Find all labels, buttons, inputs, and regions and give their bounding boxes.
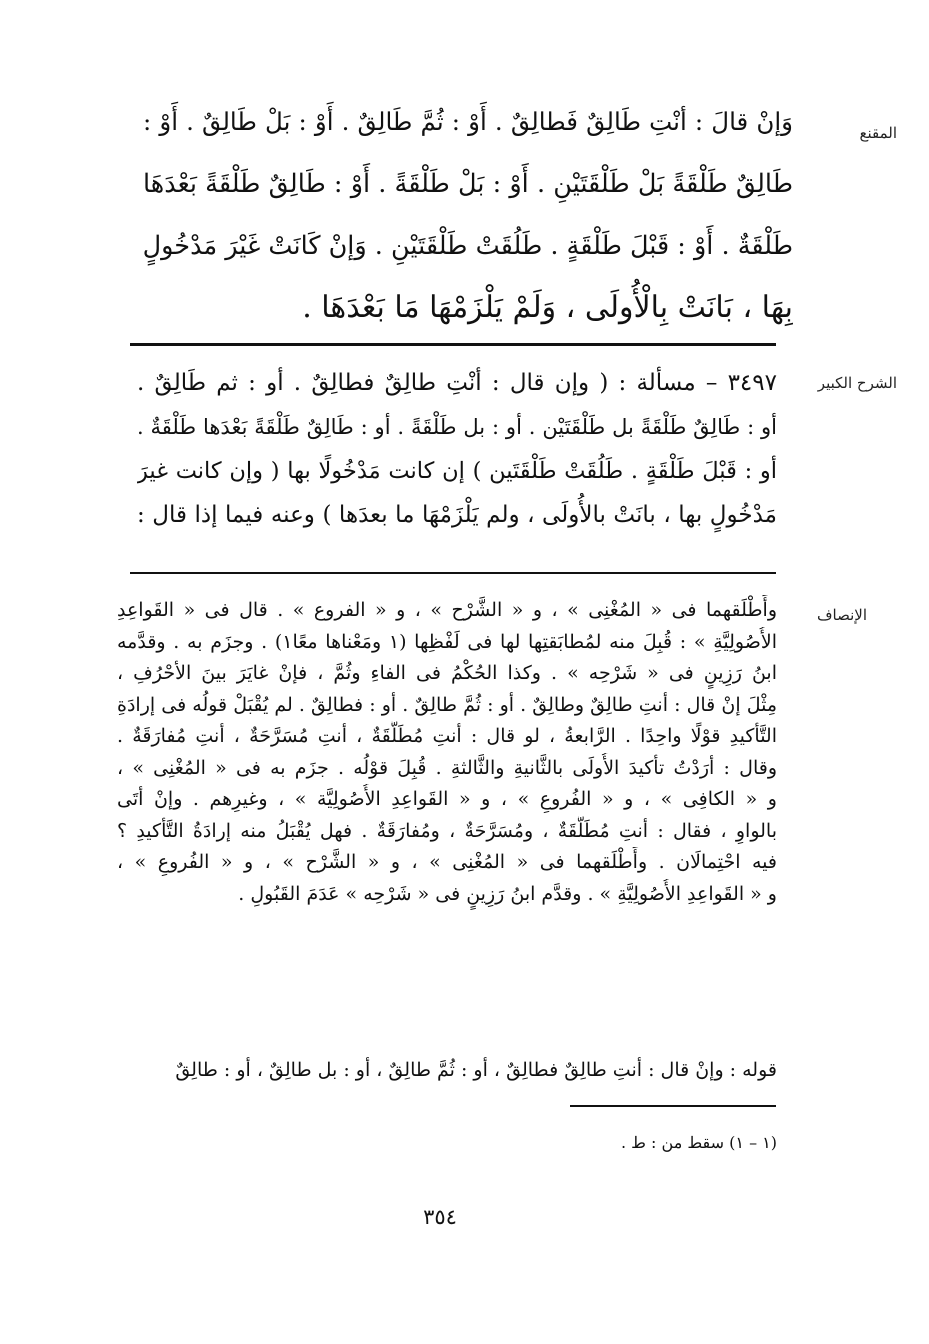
insaf-line: و « القَواعِدِ الأُصُولِيَّةِ » . وقدَّم ابنُ رَزِينٍ فى « شَرْحِه » عَدَمَ القَبُولِ . — [238, 882, 777, 905]
insaf-line: ابنُ رَزِينٍ فى « شَرْحِه » . وكذا الحُكْمُ فى الفاءِ وثُمَّ ، فإنْ غايَرَ بينَ الأحْرُفِ ، — [117, 662, 777, 684]
sharh-line: أو : طَالِقٌ طَلْقَةً بل طَلْقَتَيْن . أو : بل طَلْقَةً . أو : طَالِقٌ طَلْقَةً بَعْدَها طَلْقَةٌ . — [137, 415, 777, 439]
sharh-line: مَدْخُولٍ بها ، بانَتْ بالأُولَى ، ولم يَلْزَمْهَا ما بعدَها ) وعنه فيما إذا قال : — [137, 502, 777, 528]
mughni-text — [143, 91, 793, 339]
sharh-text — [137, 361, 777, 537]
insaf-label: الإنصاف — [816, 606, 867, 624]
section-divider-thin — [130, 572, 776, 574]
insaf-line: فيه احْتِمالَان . وأَطْلَقهما فى « المُغْنِى » ، و « الشَّرْح » ، و « الفُروعِ » ، — [117, 851, 777, 873]
sharh-line: ٣٤٩٧ – مسألة : ( وإن قال : أنْتِ طالِقٌ فطالِقٌ . أو : ثم طَالِقٌ . — [137, 370, 777, 396]
page-number: ٣٥٤ — [423, 1205, 457, 1229]
insaf-line: مِثْلَ إنْ قال : أنتِ طالِقٌ وطالِقٌ . أو : ثُمَّ طالِقٌ . أو : فطالِقٌ . لم يُقْبَلْ قولُه فى إرادَةِ — [117, 693, 777, 716]
insaf-line: الأُصُولِيَّةِ » : قُبِلَ منه لمُطابَقتِها لها فى لَفْظِها (١ ومَعْناها معًا١) . وجزَم به . وقدَّمه — [117, 630, 777, 653]
insaf-line: و « الكافِى » ، و « الفُروعِ » ، و « القَواعِدِ الأُصُولِيَّة » ، وغيرِهم . وإنْ أتَى — [117, 788, 777, 810]
insaf-line: بالواوِ ، فقال : أنتِ مُطَلَّقَةٌ ، ومُسَرَّحَةٌ ، ومُفارَقَةٌ . فهل يُقْبَلُ منه إرادَةُ التَّأْكيدِ ؟ — [117, 819, 777, 842]
section-divider-thick — [130, 343, 776, 346]
footnote-divider — [570, 1105, 776, 1107]
insaf-line: وأَطْلَقهما فى « المُغْنِى » ، و « الشَّرْح » ، و « الفروع » . قال فى « القَواعِدِ — [117, 599, 777, 621]
mughni-line: وَإنْ قالَ : أنْتِ طَالِقٌ فَطالِقٌ . أَوْ : ثُمَّ طَالِقٌ . أَوْ : بَلْ طَالِقٌ . أَوْ : — [143, 107, 793, 136]
footnote: (١ – ١) سقط من : ط . — [621, 1133, 777, 1152]
mughni-line: بِهَا ، بَانَتْ بِالْأُولَى ، وَلَمْ يَلْزَمْهَا مَا بَعْدَهَا . — [302, 290, 793, 325]
insaf-text — [117, 595, 777, 910]
insaf-line: وقال : أرَدْتُ تأْكيدَ الأُولَى بالثَّانيةِ والثَّالثةِ . قُبِلَ قوْلُه . جزَم به فى « المُغْنِى » ، — [117, 756, 777, 779]
mughni-label: المقنع — [859, 124, 897, 142]
mughni-line: طَالِقٌ طَلْقَةً بَلْ طَلْقَتَيْنِ . أَوْ : بَلْ طَلْقَةً . أَوْ : طَالِقٌ طَلْقَةً بَعْدَهَا — [143, 169, 793, 199]
insaf-line: التَّأْكيدِ قوْلًا واحِدًا . الرَّابعةُ ، لو قال : أنتِ مُطَلَّقَةٌ ، أنتِ مُسَرَّحَةٌ ، أنتِ مُفارَقَةٌ . — [117, 725, 777, 747]
qawl-line: قوله : وإنْ قال : أنتِ طالِقٌ فطالِقٌ ، أو : ثُمَّ طالِقٌ ، أو : بل طالِقٌ ، أو : طالِقٌ — [175, 1059, 777, 1081]
sharh-line: أو : قَبْلَ طَلْقَةٍ . طَلُقَتْ طَلْقَتَين ) إن كانت مَدْخُولًا بها ( وإن كانت غيرَ — [137, 458, 777, 484]
sharh-label: الشرح الكبير — [817, 374, 897, 392]
mughni-line: طَلْقَةٌ . أَوْ : قَبْلَ طَلْقَةٍ . طَلُقَتْ طَلْقَتَيْنِ . وَإنْ كَانَتْ غَيْرَ مَدْخُولٍ — [143, 231, 793, 261]
